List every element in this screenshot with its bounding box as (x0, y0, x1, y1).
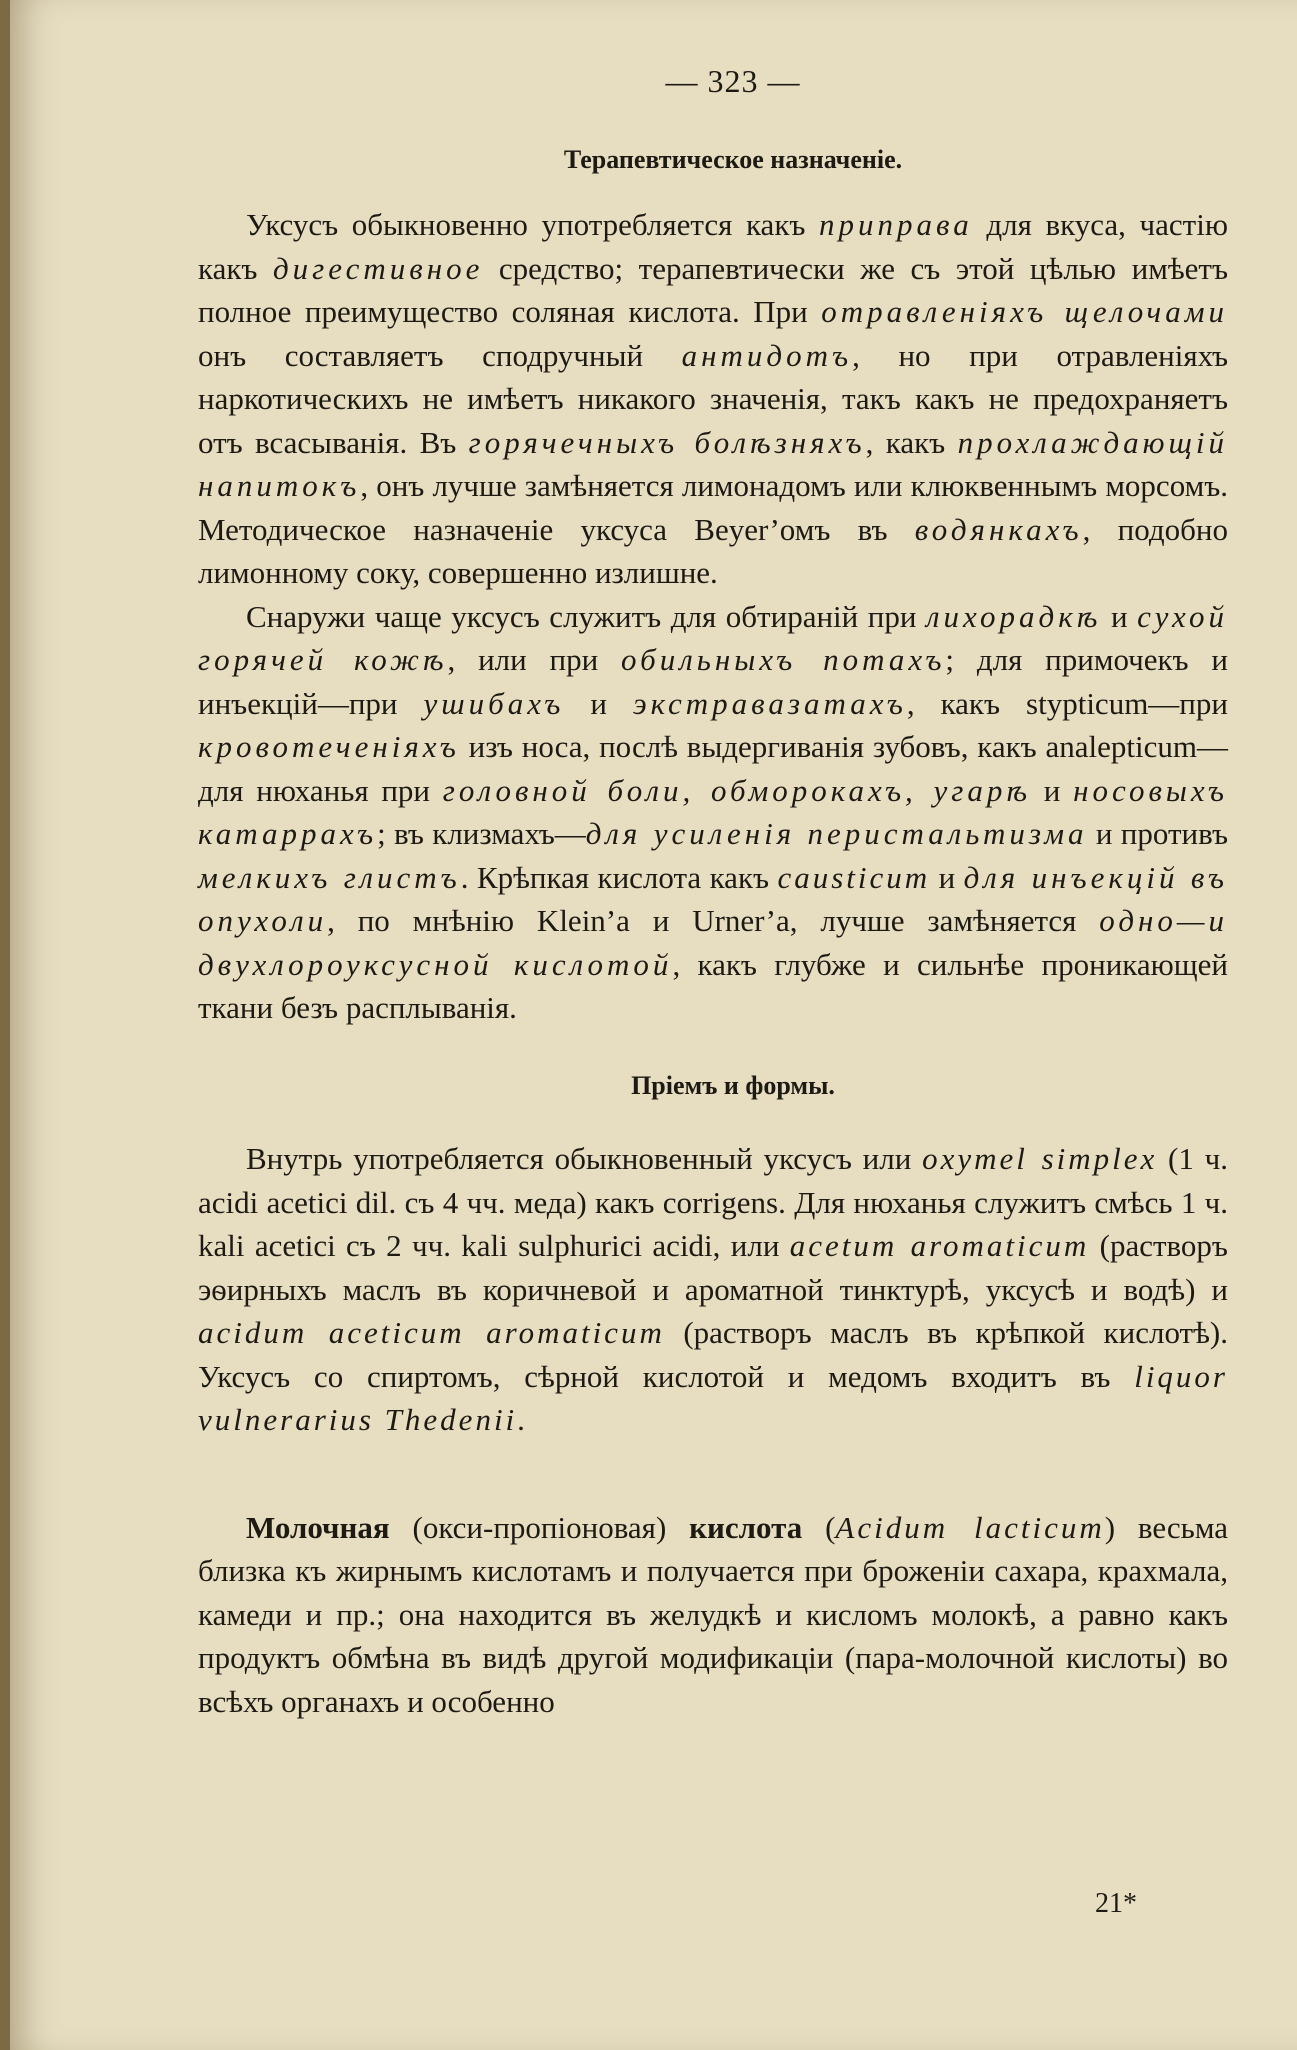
term-bold: Молочная (246, 1509, 390, 1545)
text-run: Уксусъ обыкновенно употребляется какъ (246, 207, 820, 242)
latin-term: acidum aceticum aromaticum (198, 1315, 665, 1350)
text-run: ; для примочекъ и инъекцій—при (198, 642, 1228, 721)
paragraph-dosage-forms (198, 1137, 1228, 1442)
text-run: средство; терапевтически же съ этой цѣлью имѣетъ полное преимущество соляная кислота. При (198, 250, 1228, 329)
text-run: , но при отравленіяхъ наркотическихъ не имѣетъ никакого значенія, такъ какъ не предохраняетъ отъ всасыванія. Въ (198, 337, 1228, 460)
emphasis-run: мелкихъ глистъ (198, 859, 461, 895)
text-run: (растворъ эѳирныхъ маслъ въ коричневой и ароматной тинктурѣ, уксусѣ и водѣ) и (198, 1228, 1228, 1307)
emphasis-run: горячечныхъ болѣзняхъ (468, 424, 866, 460)
text-run: онъ составляетъ сподручный (198, 337, 682, 373)
emphasis-run: дигестивное (272, 250, 484, 286)
latin-term: Acidum lacticum (835, 1509, 1105, 1545)
text-run: (растворъ маслъ въ крѣпкой кислотѣ). Уксусъ со спиртомъ, сѣрной кислотой и медомъ входитъ въ (198, 1315, 1228, 1394)
text-run: изъ носа, послѣ выдергиванія зубовъ, какъ analepticum—для нюханья при (198, 729, 1228, 808)
text-run: и (1101, 598, 1138, 634)
text-run: и (930, 859, 964, 895)
text-run: , какъ глубже и сильнѣе проникающей ткани безъ расплыванія. (198, 946, 1229, 1025)
signature-mark: 21* (1095, 1888, 1137, 1919)
emphasis-run: сухой горячей кожѣ (198, 598, 1228, 677)
text-run: для вкуса, частію какъ (198, 207, 1228, 286)
text-run: и (564, 685, 633, 721)
emphasis-run: приправа (819, 207, 973, 242)
term-bold: кислота (689, 1509, 803, 1545)
text-run: , какъ (865, 424, 958, 460)
latin-term: acetum aromaticum (789, 1228, 1090, 1263)
paragraph-vinegar-external (198, 595, 1228, 1030)
latin-term: oxymel simplex (922, 1141, 1158, 1176)
latin-term: liquor vulnerarius Thedenii (198, 1358, 1228, 1437)
text-run: Внутрь употребляется обыкновенный уксусъ или (246, 1141, 923, 1176)
page-number: — 323 — (665, 63, 801, 99)
emphasis-run: экстравазатахъ (632, 685, 907, 721)
page-content (198, 60, 1228, 1723)
text-run: , онъ лучше замѣняется лимонадомъ или клюквеннымъ морсомъ. Методическое назначеніе уксуса Beyer’омъ въ (198, 468, 1228, 547)
text-run: ) весьма близка къ жирнымъ кислотамъ и получается при броженіи сахара, крахмала, камеди и пр.; она находится въ желудкѣ и кисломъ молокѣ, а равно какъ продуктъ обмѣна въ видѣ другой модификаціи (пара-молочной кислоты) во всѣхъ органахъ и особенно (198, 1509, 1228, 1719)
text-run: , подобно лимонному соку, совершенно излишне. (198, 511, 1228, 590)
emphasis-run: лихорадкѣ (926, 598, 1102, 634)
text-run: , какъ stypticum—при (906, 685, 1228, 721)
emphasis-run: для усиленія перистальтизма (585, 816, 1088, 851)
text-run: и (1031, 772, 1074, 808)
latin-term: causticum (777, 859, 931, 895)
binding-edge (0, 0, 10, 2050)
emphasis-run: головной боли, обморокахъ, угарѣ (442, 772, 1032, 808)
text-run: и противъ (1087, 816, 1228, 851)
text-run: , по мнѣнію Klein’a и Urner’a, лучше замѣняется (327, 903, 1100, 938)
emphasis-run: водянкахъ (914, 511, 1083, 547)
text-run: (1 ч. acidi acetici dil. съ 4 чч. меда) какъ corrigens. Для нюханья служитъ смѣсь 1 ч. kali acetici съ 2 чч. kali sulphurici acidi, или (198, 1141, 1228, 1263)
emphasis-run: обильныхъ потахъ (621, 642, 946, 677)
text-run: ( (802, 1509, 836, 1545)
emphasis-run: носовыхъ катаррахъ (198, 772, 1228, 851)
book-page (10, 0, 1297, 2050)
text-run: (окси-пропіоновая) (389, 1509, 690, 1545)
emphasis-run: отравленіяхъ щелочами (821, 294, 1229, 329)
text-run: ; въ клизмахъ— (377, 816, 586, 851)
emphasis-run: одно—и двухлороуксусной кислотой (198, 903, 1228, 982)
emphasis-run: антидотъ (681, 337, 853, 373)
text-run: . Крѣпкая кислота какъ (460, 859, 778, 895)
text-run: . (517, 1402, 525, 1437)
text-run: , или при (447, 642, 622, 677)
section-heading-dosage: Пріемъ и формы. (631, 1070, 835, 1100)
emphasis-run: кровотеченіяхъ (198, 729, 460, 764)
emphasis-run: ушибахъ (423, 685, 565, 721)
paragraph-lactic-acid (198, 1506, 1228, 1724)
emphasis-run: для инъекцій въ опухоли (198, 859, 1228, 938)
paragraph-vinegar-internal (198, 203, 1228, 595)
section-heading-therapeutic: Терапевтическое назначеніе. (563, 144, 903, 174)
text-run: Снаружи чаще уксусъ служитъ для обтираній при (246, 598, 927, 634)
emphasis-run: прохлаждающій напитокъ (198, 424, 1229, 503)
